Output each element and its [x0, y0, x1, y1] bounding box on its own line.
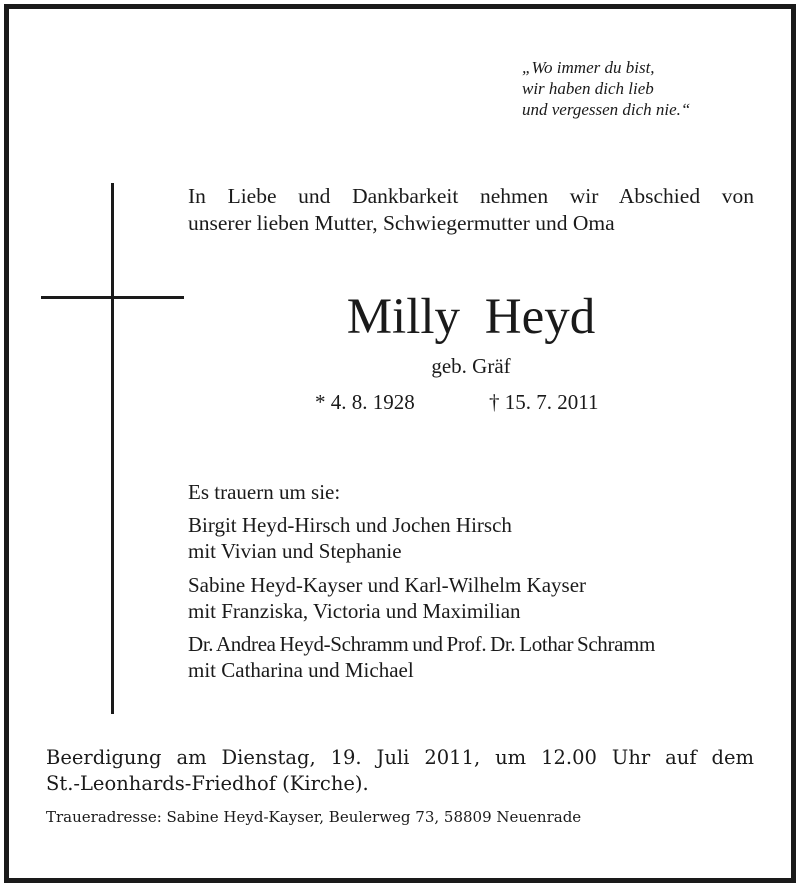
birth-date: * 4. 8. 1928	[315, 390, 415, 414]
mourning-address: Traueradresse: Sabine Heyd-Kayser, Beulerweg 73, 58809 Neuenrade	[46, 808, 582, 826]
cross-icon-vertical-bar	[111, 183, 114, 714]
mourner-family-line-2: mit Catharina und Michael	[188, 658, 414, 682]
deceased-name: Milly Heyd	[346, 289, 596, 345]
mourner-family-line-1: Dr. Andrea Heyd-Schramm und Prof. Dr. Lothar Schramm	[188, 632, 656, 656]
death-date: † 15. 7. 2011	[489, 390, 599, 414]
burial-notice	[46, 745, 754, 797]
mourner-family-line-1: Birgit Heyd-Hirsch und Jochen Hirsch	[188, 513, 512, 537]
farewell-intro	[188, 183, 754, 237]
mourner-family-line-2: mit Franziska, Victoria und Maximilian	[188, 599, 521, 623]
maiden-name: geb. Gräf	[431, 354, 511, 378]
epigraph-quote	[522, 57, 690, 120]
burial-line-2: St.-Leonhards-Friedhof (Kirche).	[46, 772, 369, 795]
burial-line-1: Beerdigung am Dienstag, 19. Juli 2011, um 12.00 Uhr auf dem	[46, 746, 754, 769]
mourner-family-line-2: mit Vivian und Stephanie	[188, 539, 402, 563]
mourner-family-line-1: Sabine Heyd-Kayser und Karl-Wilhelm Kayser	[188, 573, 587, 597]
mourner-family	[188, 572, 586, 624]
intro-line-1: In Liebe und Dankbarkeit nehmen wir Abschied von	[188, 184, 754, 208]
quote-line-2: wir haben dich lieb	[522, 79, 654, 98]
mourner-family	[188, 631, 655, 683]
quote-line-3: und vergessen dich nie.“	[522, 100, 691, 119]
mourner-family	[188, 512, 512, 564]
quote-line-1: „Wo immer du bist,	[522, 58, 655, 77]
mourners-heading: Es trauern um sie:	[188, 480, 341, 504]
intro-line-2: unserer lieben Mutter, Schwiegermutter und Oma	[188, 211, 615, 235]
cross-icon-horizontal-bar	[41, 296, 184, 299]
